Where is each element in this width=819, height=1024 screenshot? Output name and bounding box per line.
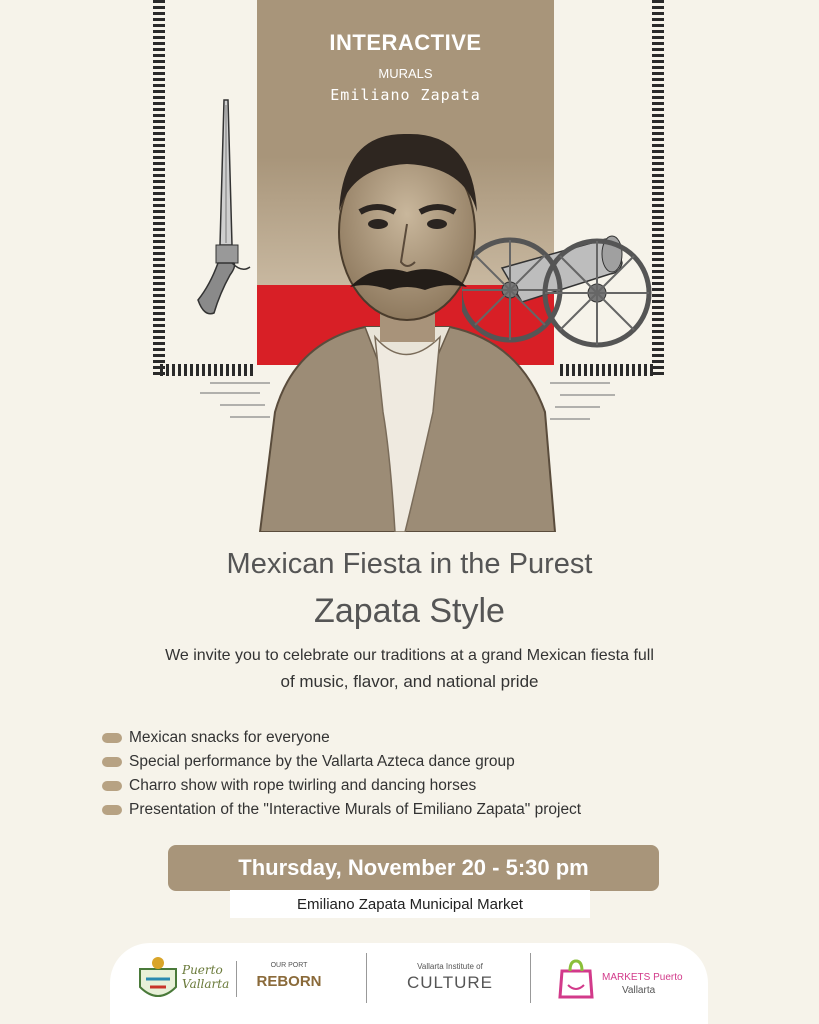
culture-small-text: Vallarta Institute of <box>417 962 483 971</box>
stamp-title: INTERACTIVE <box>329 30 482 55</box>
headline-line2: Zapata Style <box>314 592 505 630</box>
bullet-icon <box>102 757 122 767</box>
intro-line2: of music, flavor, and national pride <box>280 672 539 691</box>
divider <box>530 953 531 1003</box>
divider <box>366 953 367 1003</box>
stamp-subtitle: MURALS <box>378 66 433 81</box>
list-item: Special performance by the Vallarta Azteca dance group <box>102 750 581 774</box>
list-item: Mexican snacks for everyone <box>102 726 581 750</box>
sponsor-footer <box>110 943 708 1024</box>
bullet-icon <box>102 781 122 791</box>
bullet-icon <box>102 805 122 815</box>
puerto-vallarta-crest-icon <box>136 955 180 1005</box>
list-item: Presentation of the "Interactive Murals of Emiliano Zapata" project <box>102 798 581 822</box>
event-venue: Emiliano Zapata Municipal Market <box>230 890 590 918</box>
headline-line1: Mexican Fiesta in the Purest <box>226 548 593 580</box>
intro-line1: We invite you to celebrate our traditions at a grand Mexican fiesta full <box>165 647 654 664</box>
list-item: Charro show with rope twirling and dancing horses <box>102 774 581 798</box>
pistol-icon <box>190 95 260 325</box>
stamp-name: Emiliano Zapata <box>330 86 481 104</box>
shopping-bag-icon <box>556 957 596 1001</box>
puerto-vallarta-logo-text: Puerto Vallarta <box>182 963 230 991</box>
culture-logo: CULTURE <box>406 973 494 992</box>
event-datetime: Thursday, November 20 - 5:30 pm <box>168 845 659 891</box>
bullet-icon <box>102 733 122 743</box>
zapata-portrait <box>255 112 560 532</box>
markets-logo-text: MARKETS Puerto Vallarta <box>602 972 683 996</box>
reborn-logo: REBORN <box>256 973 322 990</box>
reborn-small-text: OUR PORT <box>270 962 308 969</box>
stamp-perforation-left <box>153 0 165 378</box>
activity-list <box>102 726 581 822</box>
divider <box>236 961 237 997</box>
